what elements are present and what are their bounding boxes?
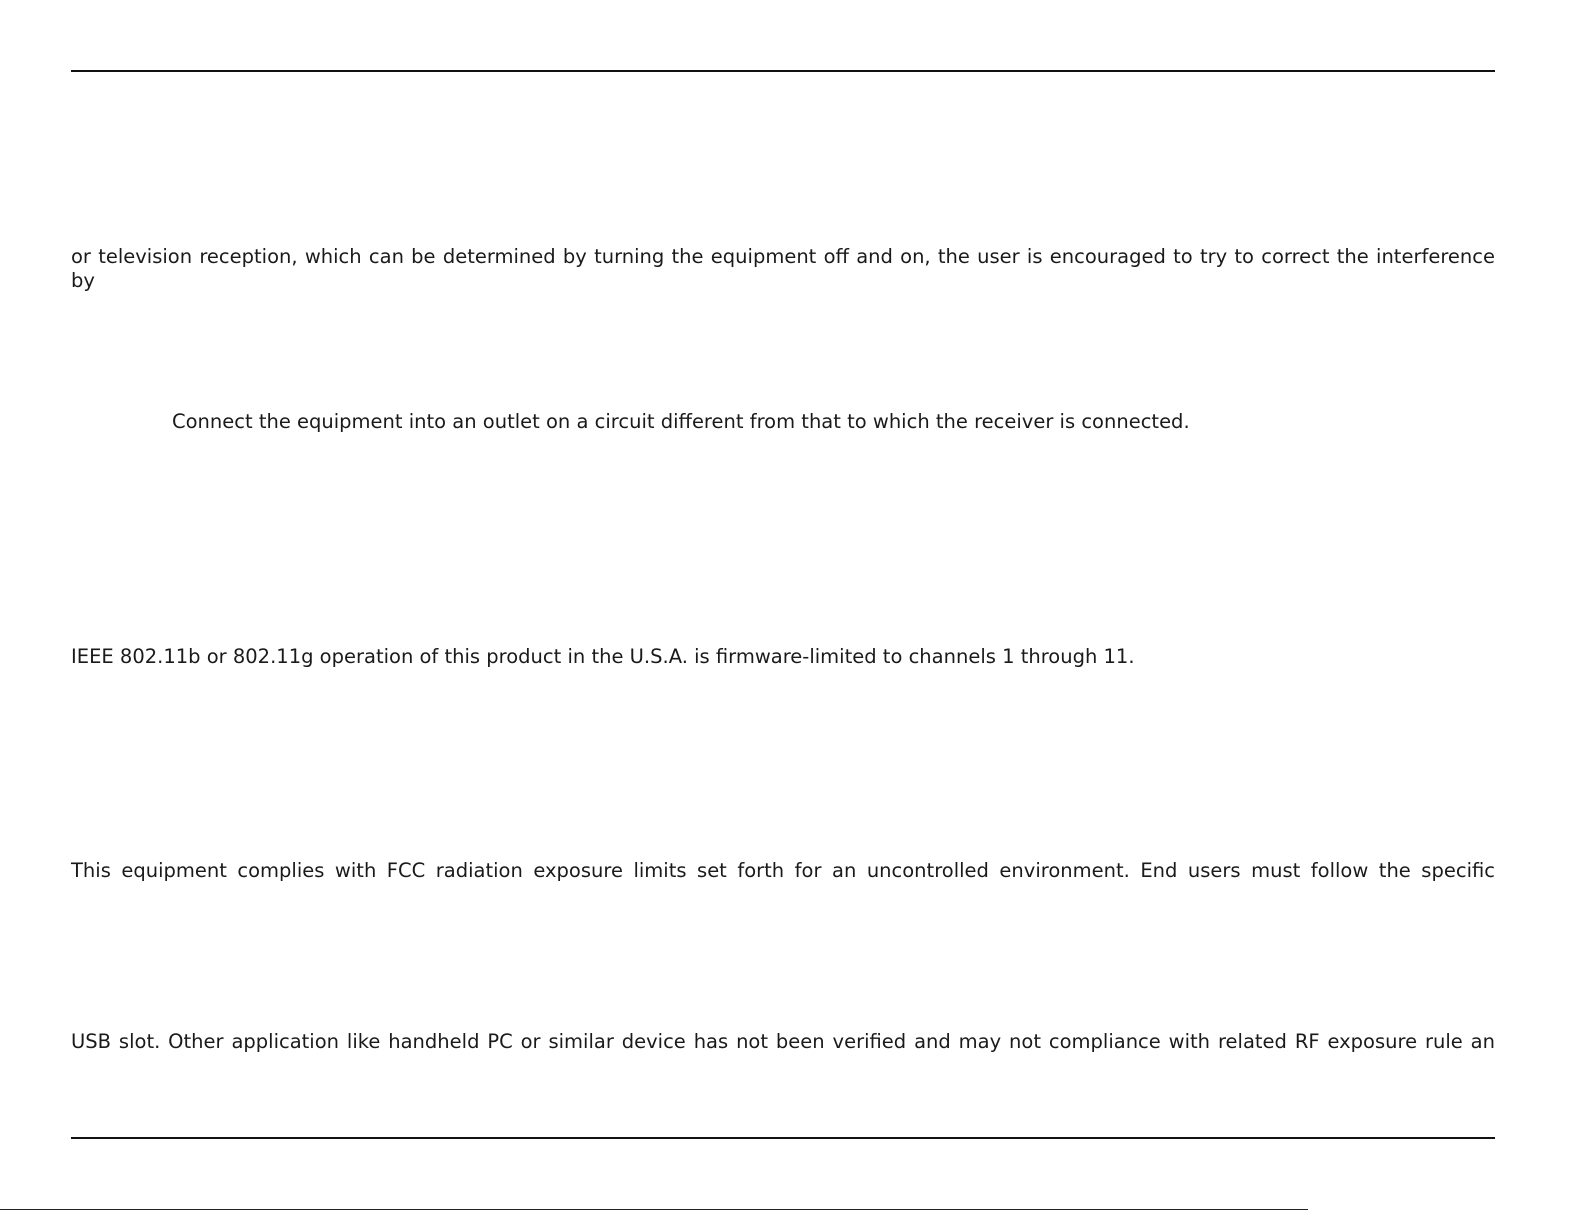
page-bottom-border <box>0 1209 1308 1210</box>
text-line-usb-slot: USB slot. Other application like handheld PC or similar device has not been verified and may not compliance with related RF exposure rule an <box>71 1030 1495 1053</box>
text-line-fcc-radiation: This equipment complies with FCC radiation exposure limits set forth for an uncontrolled environment. End users must follow the specific <box>71 859 1495 882</box>
text-line-interference: or television reception, which can be determined by turning the equipment off and on, the user is encouraged to try to correct the interference by <box>71 245 1495 292</box>
text-line-ieee-channels: IEEE 802.11b or 802.11g operation of this product in the U.S.A. is firmware-limited to channels 1 through 11. <box>71 645 1135 668</box>
header-divider <box>71 70 1495 72</box>
footer-divider <box>71 1137 1495 1139</box>
text-line-outlet-bullet: Connect the equipment into an outlet on a circuit different from that to which the receiver is connected. <box>172 410 1190 433</box>
